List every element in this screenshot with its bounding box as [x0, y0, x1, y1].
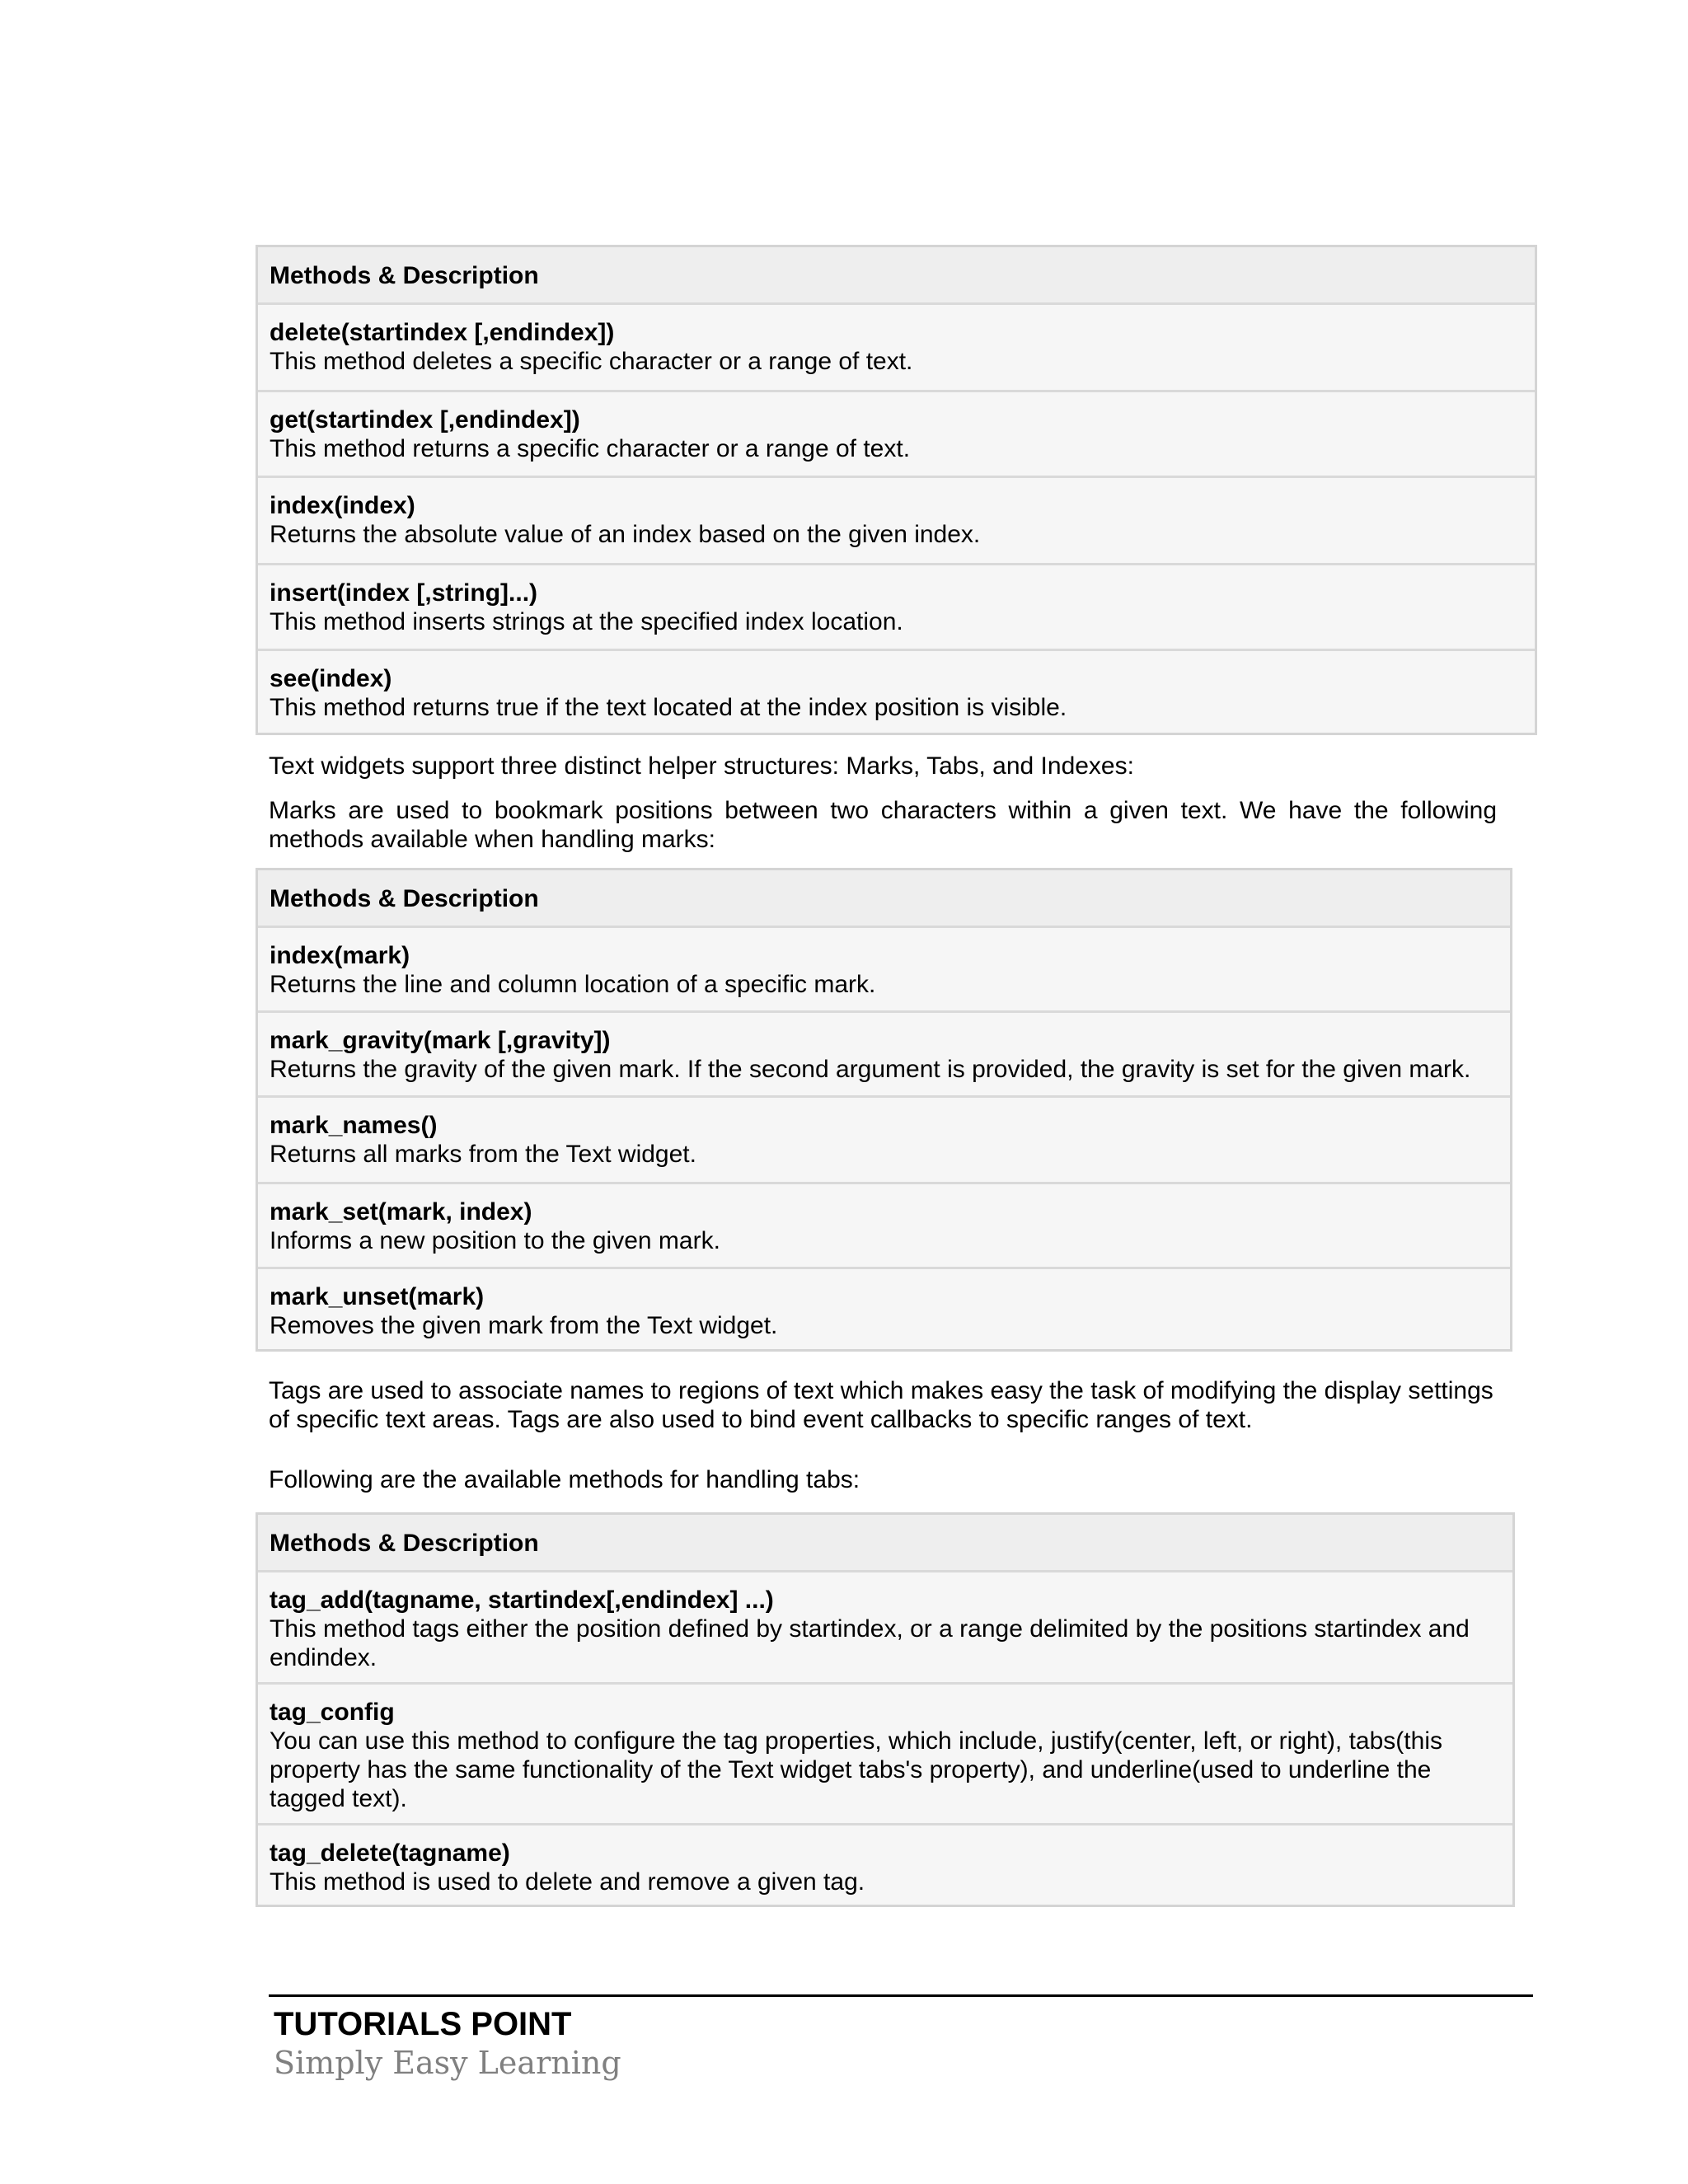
- paragraph-tags-intro: Tags are used to associate names to regions of text which makes easy the task of modifying the display settings of specific text areas. Tags are also used to bind event callbacks to specific ranges of text.: [269, 1377, 1493, 1433]
- table-row: [258, 305, 1535, 392]
- method-name: mark_names(): [270, 1112, 438, 1139]
- method-name: tag_delete(tagname): [270, 1840, 510, 1867]
- footer-brand: TUTORIALS POINT: [274, 2006, 572, 2042]
- method-name: index(index): [270, 492, 415, 519]
- method-name: mark_gravity(mark [,gravity]): [270, 1027, 611, 1054]
- method-description: You can use this method to configure the tag properties, which include, justify(center, left, or right), tabs(this property has the same functionality of the Text widget tabs's property), and underline(used to underline the tagged text).: [270, 1727, 1442, 1812]
- method-description: Removes the given mark from the Text widget.: [270, 1312, 778, 1339]
- method-description: Returns the gravity of the given mark. If the second argument is provided, the gravity is set for the given mark.: [270, 1056, 1471, 1083]
- method-description: This method inserts strings at the specified index location.: [270, 608, 903, 635]
- table-row: [258, 478, 1535, 565]
- table-row: [258, 392, 1535, 478]
- method-description: This method returns true if the text located at the index position is visible.: [270, 694, 1067, 721]
- method-description: This method deletes a specific character or a range of text.: [270, 348, 913, 375]
- method-name: tag_config: [270, 1699, 395, 1726]
- method-name: delete(startindex [,endindex]): [270, 319, 615, 346]
- table-row: [258, 565, 1535, 651]
- paragraph-helper-structures: Text widgets support three distinct helper structures: Marks, Tabs, and Indexes:: [269, 752, 1134, 780]
- methods-table-text-widget: [256, 245, 1537, 735]
- method-description: Returns all marks from the Text widget.: [270, 1141, 696, 1168]
- table-row: [258, 651, 1535, 733]
- method-description: This method returns a specific character or a range of text.: [270, 435, 911, 462]
- table-header: Methods & Description: [258, 870, 1510, 928]
- method-name: get(startindex [,endindex]): [270, 406, 580, 434]
- method-description: This method tags either the position defined by startindex, or a range delimited by the positions startindex and endindex.: [270, 1615, 1470, 1671]
- table-row: [258, 1269, 1510, 1349]
- table-header: Methods & Description: [258, 1515, 1512, 1572]
- paragraph-marks-intro: Marks are used to bookmark positions between two characters within a given text. We have the following methods available when handling marks:: [269, 797, 1497, 853]
- method-description: Returns the line and column location of a specific mark.: [270, 971, 876, 998]
- paragraph-tag-methods: Following are the available methods for handling tabs:: [269, 1466, 860, 1493]
- method-description: This method is used to delete and remove a given tag.: [270, 1868, 865, 1896]
- table-row: [258, 1098, 1510, 1184]
- footer-tagline: Simply Easy Learning: [274, 2045, 621, 2081]
- method-description: Informs a new position to the given mark.: [270, 1227, 720, 1254]
- table-row: [258, 1013, 1510, 1098]
- method-name: mark_set(mark, index): [270, 1198, 532, 1226]
- table-row: [258, 1184, 1510, 1269]
- methods-table-tags: [256, 1512, 1515, 1907]
- footer-divider: [269, 1994, 1533, 1997]
- table-row: [258, 1825, 1512, 1905]
- method-description: Returns the absolute value of an index based on the given index.: [270, 521, 981, 548]
- method-name: tag_add(tagname, startindex[,endindex] ...): [270, 1586, 774, 1614]
- table-row: [258, 928, 1510, 1013]
- method-name: index(mark): [270, 942, 410, 969]
- table-row: [258, 1685, 1512, 1825]
- method-name: insert(index [,string]...): [270, 579, 538, 607]
- table-header: Methods & Description: [258, 247, 1535, 305]
- method-name: see(index): [270, 665, 392, 692]
- methods-table-marks: [256, 868, 1512, 1352]
- table-row: [258, 1572, 1512, 1685]
- method-name: mark_unset(mark): [270, 1283, 485, 1310]
